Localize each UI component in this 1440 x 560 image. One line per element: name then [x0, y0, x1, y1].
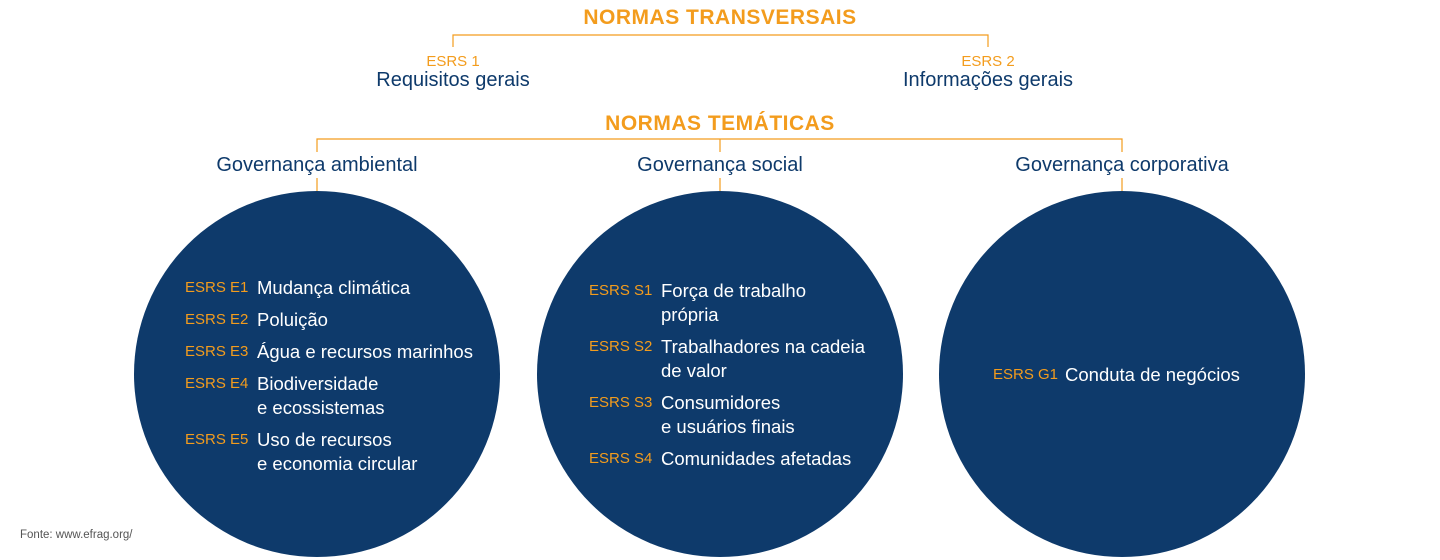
list-item: [185, 276, 473, 300]
list-item: [185, 372, 473, 420]
standard-code: ESRS S2: [589, 338, 653, 355]
standard-code: ESRS E3: [185, 343, 249, 360]
thematic-title: NORMAS TEMÁTICAS: [605, 112, 835, 135]
list-item: [993, 363, 1240, 387]
list-item: [589, 279, 865, 327]
transversal-title: NORMAS TRANSVERSAIS: [583, 6, 857, 29]
standard-label: Poluição: [257, 309, 328, 330]
pillar-environmental-title: Governança ambiental: [216, 154, 418, 176]
standard-code: ESRS G1: [993, 366, 1059, 383]
standard-label: Consumidores e usuários finais: [661, 392, 795, 437]
standard-label: Uso de recursos e economia circular: [257, 429, 418, 474]
standard-code: ESRS E2: [185, 311, 249, 328]
list-item: [185, 308, 473, 332]
standard-label: Água e recursos marinhos: [257, 341, 473, 362]
list-item: [185, 428, 473, 476]
standard-code: ESRS S1: [589, 282, 653, 299]
standard-code: ESRS E4: [185, 375, 249, 392]
standard-code: ESRS E5: [185, 431, 249, 448]
list-item: [185, 340, 473, 364]
list-item: [589, 447, 865, 471]
list-item: [589, 391, 865, 439]
standard-code: ESRS S3: [589, 394, 653, 411]
standard-label: Comunidades afetadas: [661, 448, 852, 469]
transversal-code-1: ESRS 1: [426, 53, 480, 70]
source-note: Fonte: www.efrag.org/: [20, 529, 133, 541]
transversal-name-1: Requisitos gerais: [376, 69, 530, 91]
standard-label: Mudança climática: [257, 277, 411, 298]
transversal-name-2: Informações gerais: [902, 69, 1074, 91]
standard-code: ESRS E1: [185, 279, 249, 296]
standard-label: Trabalhadores na cadeia de valor: [661, 336, 865, 381]
pillar-social-title: Governança social: [637, 154, 803, 176]
governance-list: [993, 363, 1240, 395]
pillar-governance-title: Governança corporativa: [1015, 154, 1229, 176]
transversal-code-2: ESRS 2: [961, 53, 1015, 70]
social-list: [589, 279, 865, 479]
standard-label: Conduta de negócios: [1065, 364, 1240, 385]
transversal-bracket: [453, 35, 988, 47]
standard-label: Força de trabalho própria: [661, 280, 807, 325]
environmental-list: [185, 276, 473, 484]
standard-code: ESRS S4: [589, 450, 653, 467]
standard-label: Biodiversidade e ecossistemas: [257, 373, 385, 418]
list-item: [589, 335, 865, 383]
